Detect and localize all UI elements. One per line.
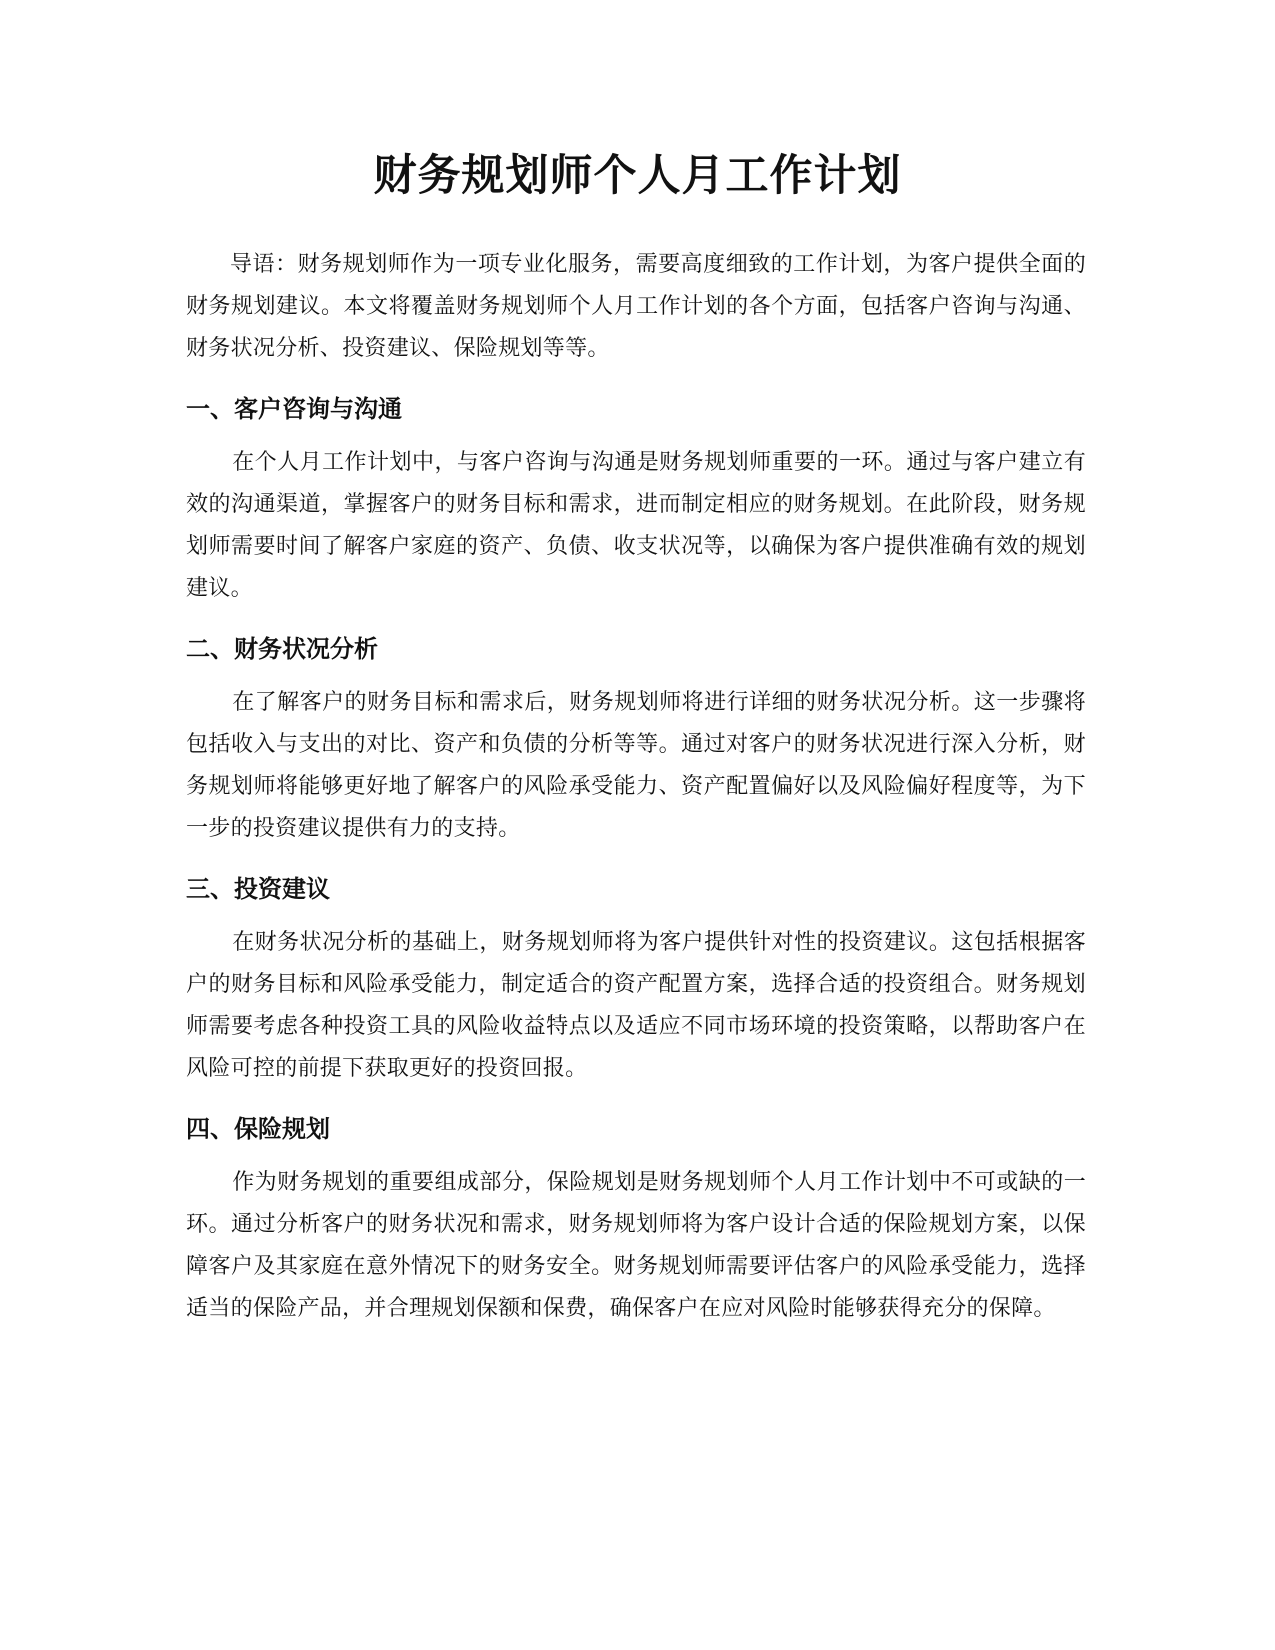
section-body-financial-analysis: 在了解客户的财务目标和需求后，财务规划师将进行详细的财务状况分析。这一步骤将包括收入与支出的对比、资产和负债的分析等等。通过对客户的财务状况进行深入分析，财务规划师将能够更好地了解客户的风险承受能力、资产配置偏好以及风险偏好程度等，为下一步的投资建议提供有力的支持。: [186, 690, 1086, 841]
section-heading-investment: 三、投资建议: [186, 875, 330, 903]
section-body-investment: 在财务状况分析的基础上，财务规划师将为客户提供针对性的投资建议。这包括根据客户的财务目标和风险承受能力，制定适合的资产配置方案，选择合适的投资组合。财务规划师需要考虑各种投资工具的风险收益特点以及适应不同市场环境的投资策略，以帮助客户在风险可控的前提下获取更好的投资回报。: [186, 930, 1086, 1081]
document-body: [186, 244, 1086, 1330]
section-heading-consultation: 一、客户咨询与沟通: [186, 395, 402, 423]
document-title: 财务规划师个人月工作计划: [373, 151, 902, 201]
section-heading-insurance: 四、保险规划: [186, 1115, 330, 1143]
intro-paragraph: 导语：财务规划师作为一项专业化服务，需要高度细致的工作计划，为客户提供全面的财务规划建议。本文将覆盖财务规划师个人月工作计划的各个方面，包括客户咨询与沟通、财务状况分析、投资建议、保险规划等等。: [186, 252, 1086, 361]
section-body-consultation: 在个人月工作计划中，与客户咨询与沟通是财务规划师重要的一环。通过与客户建立有效的沟通渠道，掌握客户的财务目标和需求，进而制定相应的财务规划。在此阶段，财务规划师需要时间了解客户家庭的资产、负债、收支状况等，以确保为客户提供准确有效的规划建议。: [186, 450, 1086, 601]
section-body-insurance: 作为财务规划的重要组成部分，保险规划是财务规划师个人月工作计划中不可或缺的一环。通过分析客户的财务状况和需求，财务规划师将为客户设计合适的保险规划方案，以保障客户及其家庭在意外情况下的财务安全。财务规划师需要评估客户的风险承受能力，选择适当的保险产品，并合理规划保额和保费，确保客户在应对风险时能够获得充分的保障。: [186, 1170, 1086, 1321]
section-heading-financial-analysis: 二、财务状况分析: [186, 635, 378, 663]
